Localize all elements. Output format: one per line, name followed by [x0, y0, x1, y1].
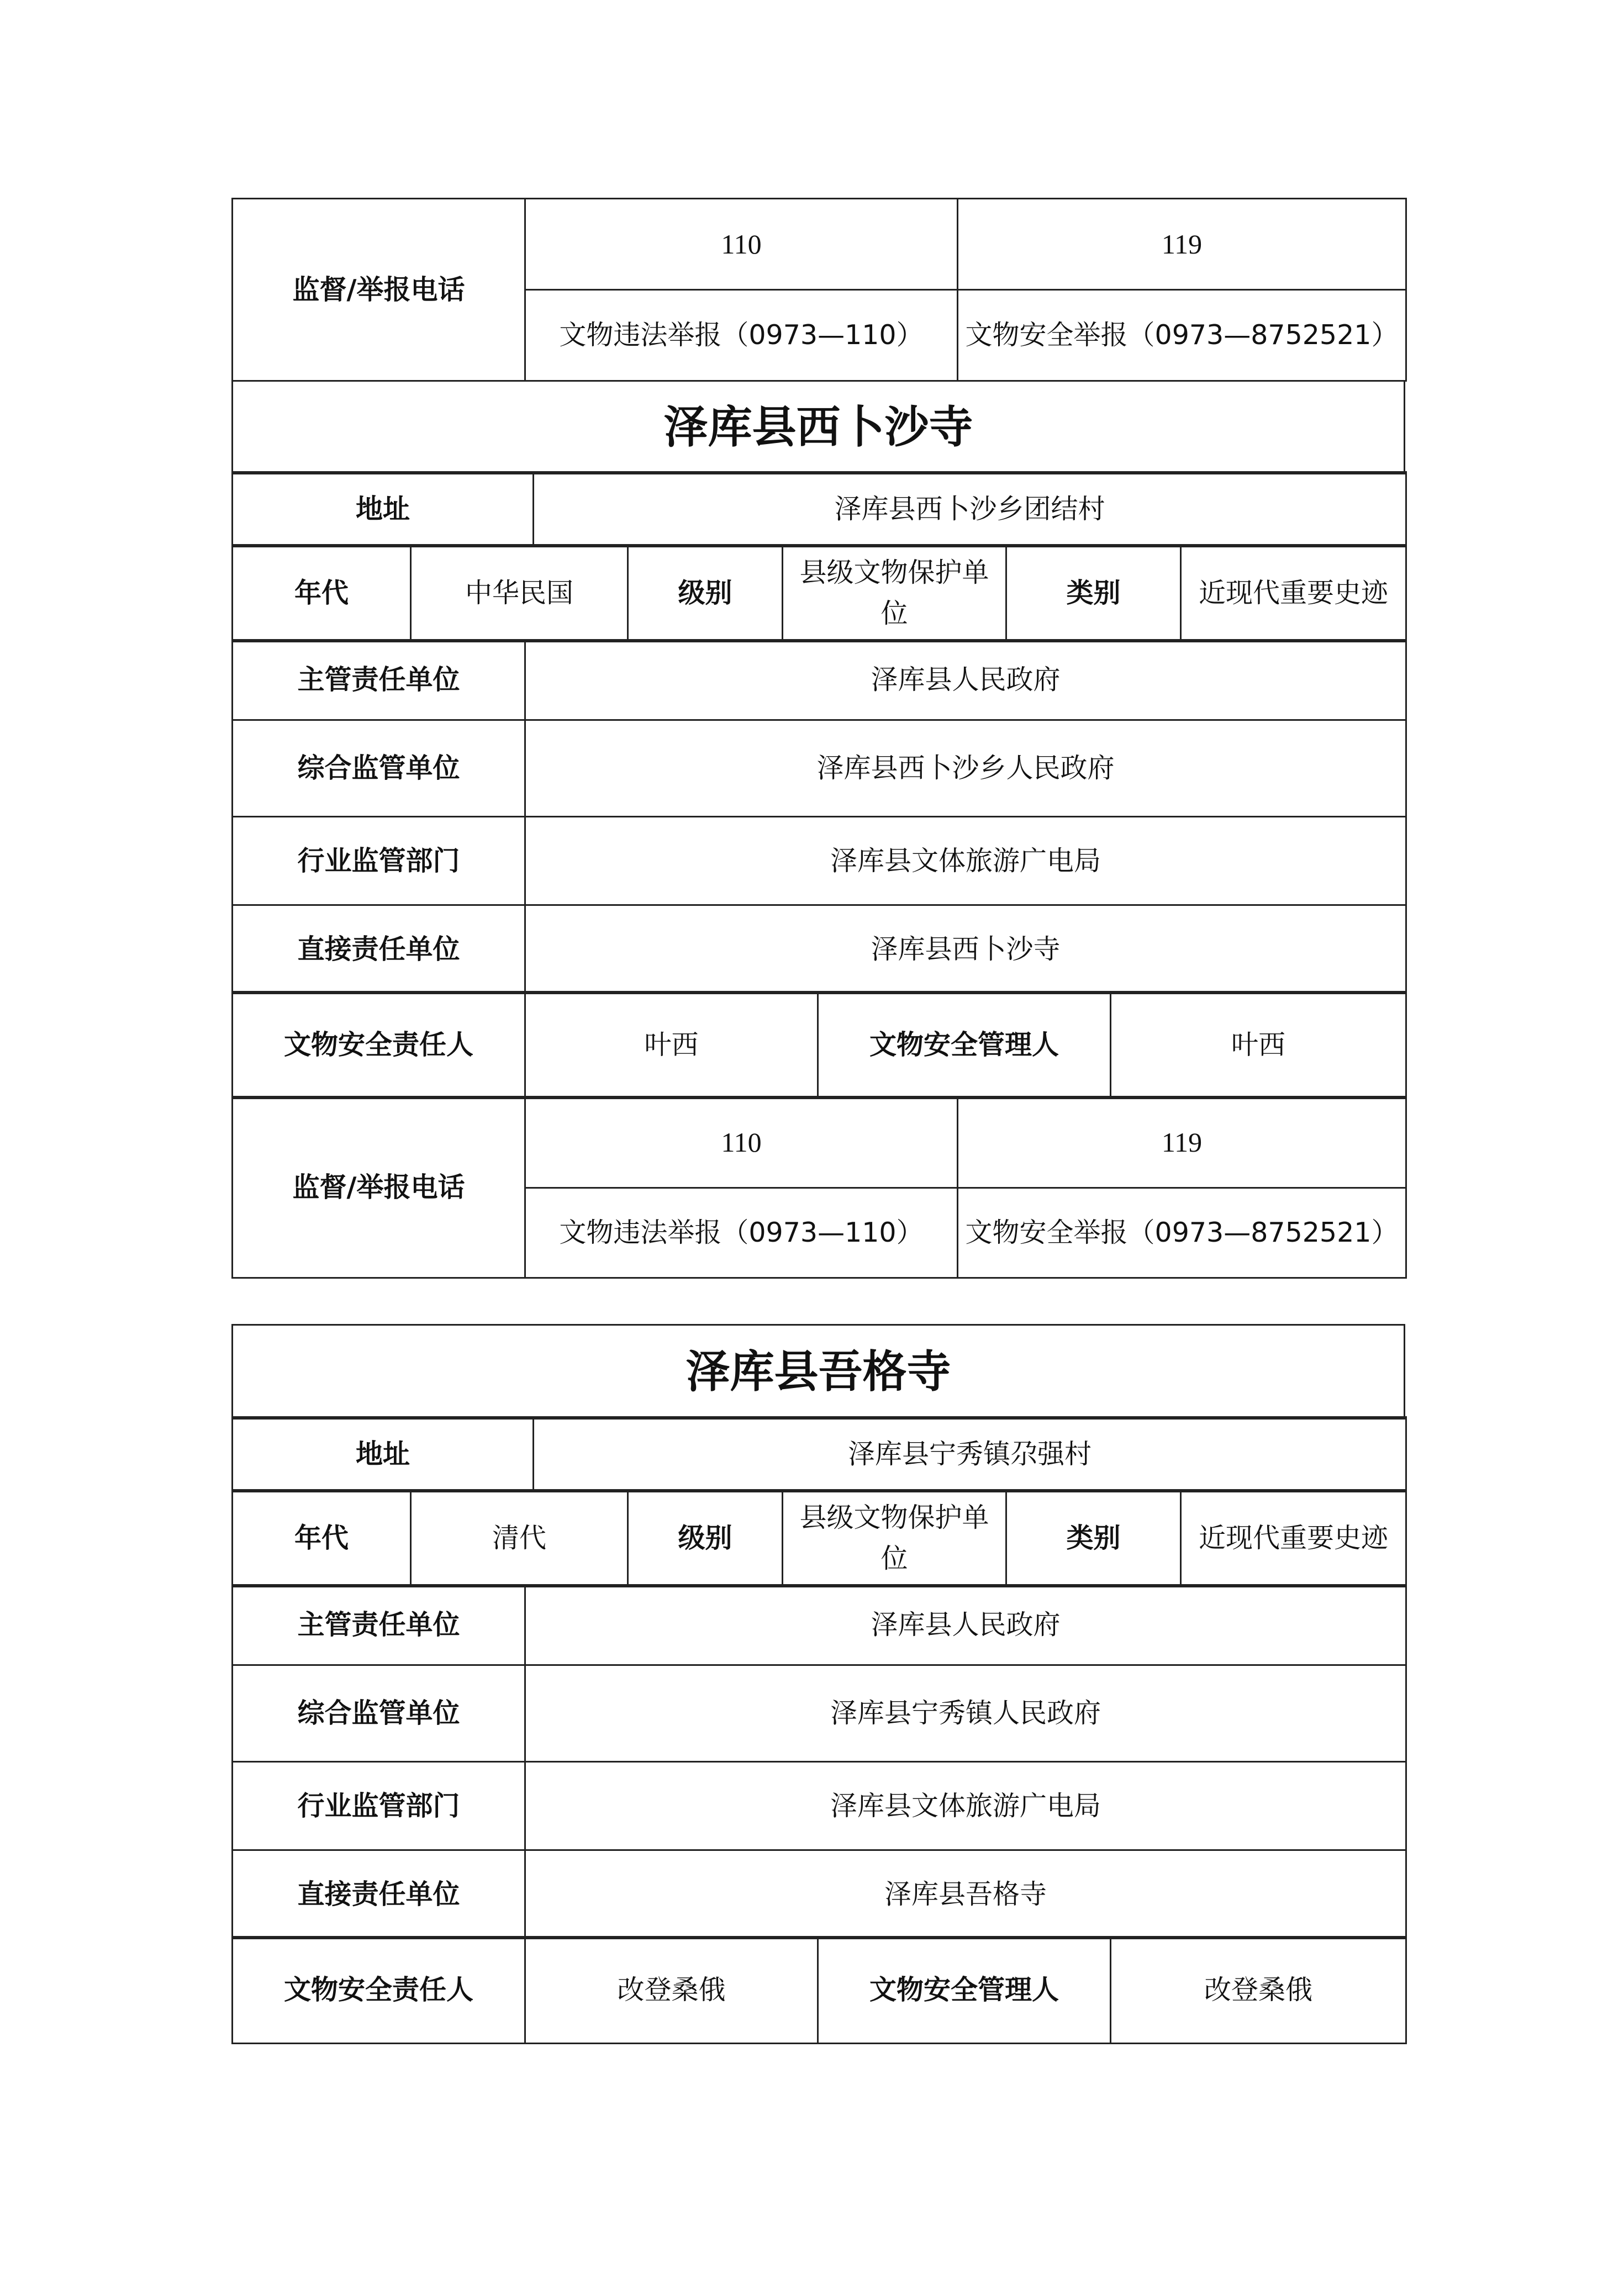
- supervisor-label: 综合监管单位: [233, 720, 525, 817]
- industry-label: 行业监管部门: [233, 817, 525, 905]
- site2-title-table: [231, 1324, 1405, 1420]
- site-title: 泽库县吾格寺: [233, 1325, 1405, 1419]
- address-label: 地址: [233, 1417, 534, 1492]
- safety-report-phone: 文物安全举报（0973—8752521）: [958, 1188, 1406, 1278]
- site1-title-table: [231, 380, 1405, 474]
- industry-value: 泽库县文体旅游广电局: [525, 1762, 1406, 1850]
- illegal-report-phone: 文物违法举报（0973—110）: [525, 290, 958, 381]
- site2-era-table: [231, 1489, 1407, 1587]
- direct-label: 直接责任单位: [233, 1850, 525, 1939]
- level-value: 县级文物保护单位: [783, 545, 1006, 642]
- authority-value: 泽库县人民政府: [525, 1585, 1406, 1665]
- manager-label: 文物安全管理人: [818, 1937, 1111, 2044]
- category-value: 近现代重要史迹: [1181, 1490, 1406, 1587]
- era-label: 年代: [233, 1490, 411, 1587]
- responsible-value: 叶西: [525, 992, 818, 1099]
- site-title: 泽库县西卜沙寺: [233, 381, 1405, 474]
- era-value: 中华民国: [411, 545, 628, 642]
- responsible-value: 改登桑俄: [525, 1937, 818, 2044]
- authority-value: 泽库县人民政府: [525, 640, 1406, 720]
- direct-label: 直接责任单位: [233, 905, 525, 994]
- safety-report-phone: 文物安全举报（0973—8752521）: [958, 290, 1406, 381]
- site2-persons-table: [231, 1936, 1407, 2044]
- category-label: 类别: [1006, 545, 1181, 642]
- industry-value: 泽库县文体旅游广电局: [525, 817, 1406, 905]
- supervisor-value: 泽库县宁秀镇人民政府: [525, 1665, 1406, 1762]
- manager-label: 文物安全管理人: [818, 992, 1111, 1099]
- industry-label: 行业监管部门: [233, 1762, 525, 1850]
- responsible-label: 文物安全责任人: [233, 1937, 525, 2044]
- authority-label: 主管责任单位: [233, 1585, 525, 1665]
- supervisor-value: 泽库县西卜沙乡人民政府: [525, 720, 1406, 817]
- level-label: 级别: [628, 545, 783, 642]
- address-label: 地址: [233, 472, 534, 547]
- site1-address-table: [231, 471, 1407, 547]
- manager-value: 叶西: [1111, 992, 1406, 1099]
- address-value: 泽库县宁秀镇尕强村: [534, 1417, 1406, 1492]
- site1-persons-table: [231, 991, 1407, 1099]
- category-label: 类别: [1006, 1490, 1181, 1587]
- level-label: 级别: [628, 1490, 783, 1587]
- phone-110: 110: [525, 1097, 958, 1188]
- authority-label: 主管责任单位: [233, 640, 525, 720]
- table-section1-tail: [231, 198, 1407, 382]
- level-value: 县级文物保护单位: [783, 1490, 1006, 1587]
- supervision-label: 监督/举报电话: [233, 199, 525, 381]
- era-label: 年代: [233, 545, 411, 642]
- phone-119: 119: [958, 199, 1406, 290]
- direct-value: 泽库县西卜沙寺: [525, 905, 1406, 994]
- responsible-label: 文物安全责任人: [233, 992, 525, 1099]
- era-value: 清代: [411, 1490, 628, 1587]
- category-value: 近现代重要史迹: [1181, 545, 1406, 642]
- illegal-report-phone: 文物违法举报（0973—110）: [525, 1188, 958, 1278]
- phone-110: 110: [525, 199, 958, 290]
- site1-era-table: [231, 544, 1407, 642]
- site2-responsibility-table: [231, 1584, 1407, 1939]
- site1-responsibility-table: [231, 639, 1407, 994]
- supervision-label: 监督/举报电话: [233, 1097, 525, 1278]
- address-value: 泽库县西卜沙乡团结村: [534, 472, 1406, 547]
- direct-value: 泽库县吾格寺: [525, 1850, 1406, 1939]
- site1-supervision-table: [231, 1096, 1407, 1279]
- supervisor-label: 综合监管单位: [233, 1665, 525, 1762]
- phone-119: 119: [958, 1097, 1406, 1188]
- manager-value: 改登桑俄: [1111, 1937, 1406, 2044]
- site2-address-table: [231, 1416, 1407, 1492]
